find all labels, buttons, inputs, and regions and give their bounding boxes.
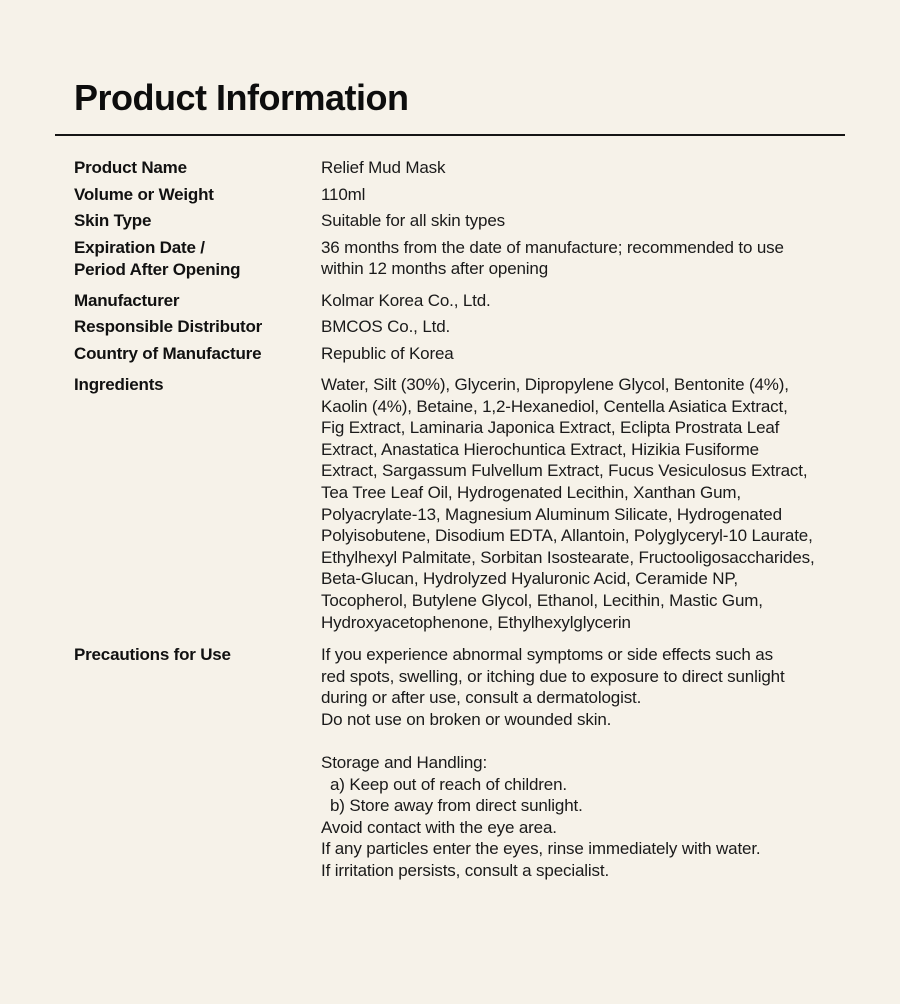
label-manufacturer: Manufacturer xyxy=(74,290,180,310)
ingredient-line: Polyacrylate-13, Magnesium Aluminum Silicate, Hydrogenated xyxy=(321,504,782,524)
ingredient-line: Extract, Anastatica Hierochuntica Extract, Hizikia Fusiforme xyxy=(321,439,759,459)
label-precautions: Precautions for Use xyxy=(74,645,231,664)
label-volume: Volume or Weight xyxy=(74,184,214,204)
label-line: Period After Opening xyxy=(74,259,241,279)
ingredient-line: Polyisobutene, Disodium EDTA, Allantoin, Polyglyceryl-10 Laurate, xyxy=(321,526,813,546)
ingredient-line: Ethylhexyl Palmitate, Sorbitan Isostearate, Fructooligosaccharides, xyxy=(321,547,815,567)
precaution-line: during or after use, consult a dermatologist. xyxy=(321,688,642,708)
ingredient-line: Tocopherol, Butylene Glycol, Ethanol, Lecithin, Mastic Gum, xyxy=(321,590,763,610)
ingredient-line: Kaolin (4%), Betaine, 1,2-Hexanediol, Centella Asiatica Extract, xyxy=(321,396,788,416)
value-expiration xyxy=(321,237,874,280)
value-manufacturer: Kolmar Korea Co., Ltd. xyxy=(321,290,491,310)
precaution-line: If irritation persists, consult a specialist. xyxy=(321,860,610,880)
row-skin-type xyxy=(74,210,874,237)
precaution-line: If any particles enter the eyes, rinse immediately with water. xyxy=(321,839,761,859)
label-line: Expiration Date / xyxy=(74,237,205,257)
ingredient-line: Fig Extract, Laminaria Japonica Extract, Eclipta Prostrata Leaf xyxy=(321,418,780,438)
value-distributor: BMCOS Co., Ltd. xyxy=(321,317,451,336)
value-volume: 110ml xyxy=(321,184,366,204)
row-expiration xyxy=(74,237,874,290)
title-divider xyxy=(55,134,845,136)
product-info-table xyxy=(74,157,874,882)
value-line: 36 months from the date of manufacture; recommended to use xyxy=(321,237,784,257)
row-country xyxy=(74,343,874,370)
storage-heading: Storage and Handling: xyxy=(321,752,488,772)
row-product-name xyxy=(74,157,874,184)
storage-item-b: b) Store away from direct sunlight. xyxy=(330,796,583,816)
label-country: Country of Manufacture xyxy=(74,343,262,363)
row-volume xyxy=(74,184,874,211)
precaution-line: If you experience abnormal symptoms or side effects such as xyxy=(321,645,773,664)
value-country: Republic of Korea xyxy=(321,343,454,363)
ingredient-line: Tea Tree Leaf Oil, Hydrogenated Lecithin, Xanthan Gum, xyxy=(321,482,741,502)
label-distributor: Responsible Distributor xyxy=(74,317,263,336)
value-line: within 12 months after opening xyxy=(321,259,549,279)
label-product-name: Product Name xyxy=(74,158,187,177)
ingredient-line: Extract, Sargassum Fulvellum Extract, Fucus Vesiculosus Extract, xyxy=(321,461,808,481)
ingredient-line: Water, Silt (30%), Glycerin, Dipropylene Glycol, Bentonite (4%), xyxy=(321,375,789,394)
row-manufacturer xyxy=(74,290,874,317)
page-title: Product Information xyxy=(74,77,409,118)
precaution-line: red spots, swelling, or itching due to exposure to direct sunlight xyxy=(321,666,785,686)
label-ingredients: Ingredients xyxy=(74,375,164,394)
precaution-line: Do not use on broken or wounded skin. xyxy=(321,709,612,729)
value-precautions xyxy=(321,644,874,882)
label-skin-type: Skin Type xyxy=(74,211,152,230)
ingredient-line: Beta-Glucan, Hydrolyzed Hyaluronic Acid, Ceramide NP, xyxy=(321,569,738,589)
value-ingredients xyxy=(321,374,874,633)
ingredient-line: Hydroxyacetophenone, Ethylhexylglycerin xyxy=(321,612,631,632)
row-precautions xyxy=(74,644,874,882)
row-distributor xyxy=(74,316,874,343)
precaution-line: Avoid contact with the eye area. xyxy=(321,817,557,837)
label-expiration xyxy=(74,237,321,281)
value-product-name: Relief Mud Mask xyxy=(321,158,446,177)
precaution-spacer xyxy=(321,730,874,752)
row-ingredients xyxy=(74,374,874,644)
storage-item-a: a) Keep out of reach of children. xyxy=(330,774,567,794)
value-skin-type: Suitable for all skin types xyxy=(321,211,505,230)
